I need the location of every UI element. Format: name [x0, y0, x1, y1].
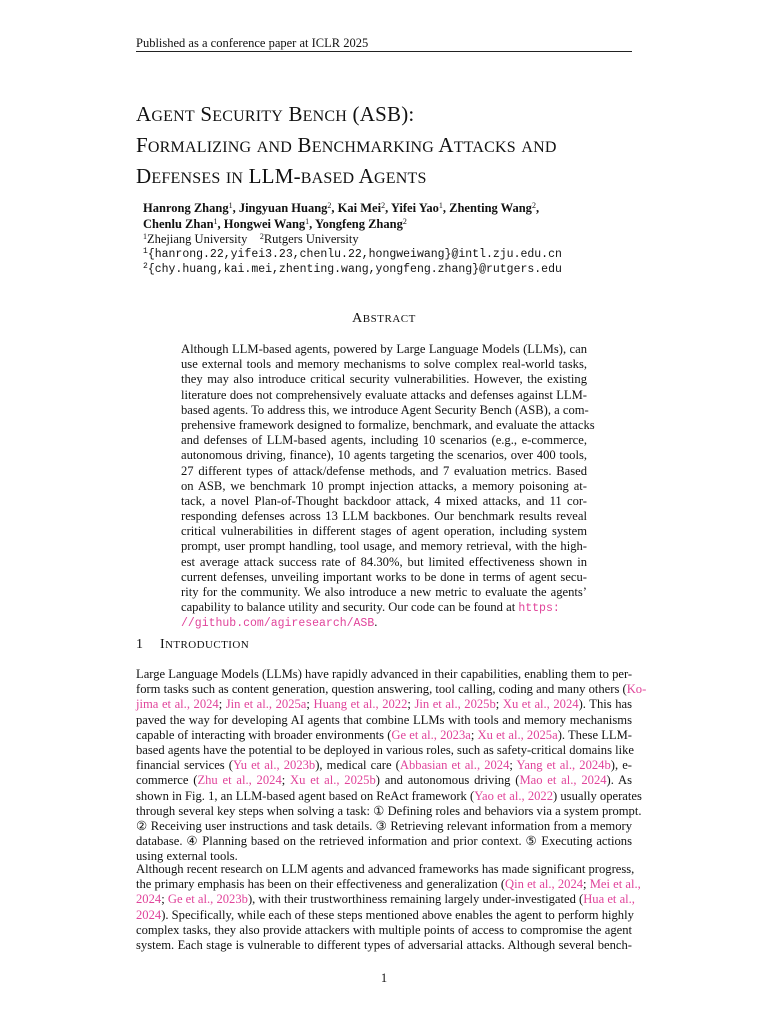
text-segment: ) and autonomous driving ( — [375, 773, 520, 788]
text-segment: ), with their trustworthiness remaining largely under-investigated ( — [247, 892, 584, 907]
abstract-line: and defenses of LLM-based agents, including 10 scenarios (e.g., e-commerce, — [181, 433, 587, 448]
abstract-line: critical vulnerabilities in different stages of agent operation, including system — [181, 524, 587, 539]
text-segment: ) usually operates — [553, 788, 642, 803]
text-segment: based agents have the potential to be deployed in various roles, such as safety-critical domains like — [136, 742, 635, 757]
text-segment: capable of interacting with broader environments ( — [136, 727, 392, 742]
title-line-2: FORMALIZING AND BENCHMARKING ATTACKS AND — [136, 133, 557, 157]
citation-link[interactable]: Jin et al., 2025b — [414, 697, 496, 712]
text-line — [136, 819, 632, 834]
code-link[interactable]: https: — [518, 602, 560, 616]
text-segment: ② Receiving user instructions and task details. ③ Retrieving relevant information from a memory — [136, 818, 632, 833]
citation-link[interactable]: Yu et al., 2023b — [233, 758, 316, 773]
page-number: 1 — [380, 971, 388, 985]
text-segment: ). Specifically, while each of these steps mentioned above enables the agent to perform highly — [161, 907, 634, 922]
text-segment: form tasks such as content generation, question answering, tool calling, coding and many others ( — [136, 682, 627, 697]
text-segment: ; — [509, 758, 517, 773]
text-segment: ; — [495, 697, 503, 712]
author-name: Kai Mei — [337, 201, 382, 215]
citation-link[interactable]: Xu et al., 2025a — [477, 727, 558, 742]
author-line-2: Chenlu Zhan$^1$, Hongwei Wang$^1$, Yongfeng Zhang$^2$ — [143, 217, 407, 231]
author-name: Zhenting Wang — [449, 201, 532, 215]
citation-link[interactable]: Qin et al., 2024 — [505, 877, 584, 892]
section-title: INTRODUCTION — [160, 637, 250, 652]
intro-paragraph-2 — [136, 862, 641, 953]
author-affiliation-marker: 2 — [381, 201, 386, 210]
citation-link[interactable]: Ko- — [626, 682, 647, 697]
abstract-line: prehensive framework designed to formalize, benchmark, and evaluate the attacks — [181, 417, 595, 432]
text-segment: system. Each stage is vulnerable to different types of adversarial attacks. Although several bench- — [136, 937, 632, 952]
text-segment: the primary emphasis has been on their effectiveness and generalization ( — [136, 877, 506, 892]
citation-link[interactable]: 2024 — [136, 907, 162, 922]
email-line-1 — [143, 247, 562, 263]
text-segment: database. ④ Planning based on the retrieved information and prior context. ⑤ Executing actions — [136, 834, 632, 849]
citation-link[interactable]: 2024 — [136, 892, 162, 907]
text-segment: ; — [407, 697, 415, 712]
text-segment: ). As — [606, 773, 632, 788]
citation-link[interactable]: Abbasian et al., 2024 — [399, 758, 510, 773]
citation-link[interactable]: Jin et al., 2025a — [225, 697, 307, 712]
abstract-final-line — [181, 600, 587, 615]
abstract-line: 27 different types of attack/defense methods, and 7 evaluation metrics. Based — [181, 463, 587, 478]
text-line — [136, 834, 632, 849]
text-line — [136, 728, 632, 743]
text-segment: ). These LLM- — [557, 727, 632, 742]
author-affiliation-marker: 2 — [402, 217, 407, 226]
text-line — [136, 773, 632, 788]
text-line — [136, 892, 635, 907]
abstract-line: based agents. To address this, we introduce Agent Security Bench (ASB), a com- — [181, 402, 589, 417]
title-line-3: DEFENSES IN LLM-BASED AGENTS — [136, 164, 427, 188]
email-marker-1: 1 — [143, 247, 148, 256]
abstract-line: responding defenses across 13 LLM backbones. Our benchmark results reveal — [181, 509, 587, 524]
text-segment: through several key steps when solving a task: ① Defining roles and behaviors via a system prompt. — [136, 803, 642, 818]
text-segment: Although recent research on LLM agents and advanced frameworks has made significant progress, — [136, 862, 635, 876]
citation-link[interactable]: Huang et al., 2022 — [313, 697, 408, 712]
abstract-period: . — [374, 615, 378, 630]
abstract-line: current defenses, unveiling important works to be done in terms of agent secu- — [181, 569, 587, 584]
text-segment: financial services ( — [136, 758, 233, 773]
text-segment: ; — [583, 877, 590, 892]
abstract-line: prompt, user prompt handling, tool usage, and memory retrieval, with the high- — [181, 539, 587, 554]
text-segment: ). This has — [578, 697, 632, 712]
text-line — [136, 788, 642, 804]
text-line — [136, 742, 635, 758]
citation-link[interactable]: Mei et al., — [589, 877, 641, 892]
citation-link[interactable]: Mao et al., 2024 — [519, 773, 607, 788]
text-segment: paved the way for developing AI agents that combine LLMs with tools and memory mechanisms — [136, 712, 632, 727]
abstract-line: est average attack success rate of 84.30%, but limited effectiveness shown in — [181, 554, 587, 569]
author-name: Hongwei Wang — [223, 217, 306, 231]
author-affiliation-marker: 1 — [305, 217, 310, 226]
abstract-line: Although LLM-based agents, powered by Large Language Models (LLMs), can — [181, 342, 587, 356]
email-marker-2: 2 — [143, 262, 148, 271]
abstract-line: tack, a novel Plan-of-Thought backdoor attack, 4 mixed attacks, and 11 cor- — [181, 493, 587, 508]
paper-title — [136, 100, 656, 193]
author-affiliation-marker: 1 — [213, 217, 218, 226]
abstract-line: autonomous driving, finance), 10 agents targeting the scenarios, over 400 tools, — [181, 448, 587, 463]
author-affiliation-marker: 2 — [531, 201, 536, 210]
affiliation-1: Zhejiang University — [147, 232, 248, 246]
text-segment: ; — [218, 697, 226, 712]
email-addresses-1: {hanrong.22,yifei3.23,chenlu.22,hongweiwang}@intl.zju.edu.cn — [147, 248, 562, 261]
abstract-heading: ABSTRACT — [352, 311, 416, 326]
section-heading-introduction — [136, 637, 249, 653]
text-line — [136, 908, 632, 923]
text-segment: using external tools. — [136, 849, 238, 864]
abstract-line: rity for the community. We also introduce a new metric to evaluate the agents’ — [181, 585, 587, 599]
text-segment: ; — [470, 727, 478, 742]
section-number: 1 — [136, 637, 144, 652]
text-segment: shown in Fig. 1, an LLM-based agent based on ReAct framework ( — [136, 788, 475, 803]
author-name: Jingyuan Huang — [238, 201, 328, 215]
citation-link[interactable]: Hua et al., — [583, 892, 635, 907]
abstract-link-line — [181, 615, 587, 630]
text-line — [136, 923, 632, 938]
text-segment: Large Language Models (LLMs) have rapidly advanced in their capabilities, enabling them to per- — [136, 667, 633, 681]
text-line — [136, 682, 647, 697]
citation-link[interactable]: Zhu et al., 2024 — [197, 773, 282, 788]
text-line — [136, 938, 632, 953]
citation-link[interactable]: jima et al., 2024 — [136, 697, 219, 712]
affiliation-marker-1: 1 — [143, 232, 147, 241]
text-line — [136, 697, 632, 712]
abstract-final-text: capability to balance utility and security. Our code can be found at — [181, 600, 519, 615]
email-addresses-2: {chy.huang,kai.mei,zhenting.wang,yongfeng.zhang}@rutgers.edu — [147, 263, 562, 276]
affiliations — [143, 231, 359, 247]
intro-paragraph-1 — [136, 667, 647, 864]
text-line — [136, 862, 635, 877]
citation-link[interactable]: Xu et al., 2025b — [290, 773, 376, 788]
affiliation-marker-2: 2 — [259, 232, 264, 241]
citation-link[interactable]: Yao et al., 2022 — [474, 788, 554, 803]
abstract-line: on ASB, we benchmark 10 prompt injection attacks, a memory poisoning at- — [181, 478, 587, 493]
text-line — [136, 877, 641, 892]
author-line-1: Hanrong Zhang$^1$, Jingyuan Huang$^2$, Kai Mei$^2$, Yifei Yao$^1$, Zhenting Wang$^2$, — [143, 201, 540, 215]
title-line-1: AGENT SECURITY BENCH (ASB): — [136, 102, 415, 126]
text-segment: complex tasks, they also provide attackers with multiple points of access to compromise the agent — [136, 922, 632, 937]
abstract-line: literature does not comprehensively evaluate attacks and defenses against LLM- — [181, 387, 587, 402]
citation-link[interactable]: Yang et al., 2024b — [516, 758, 611, 773]
text-segment: ), e- — [610, 758, 632, 773]
author-name: Hanrong Zhang — [143, 201, 229, 215]
code-link-continued[interactable]: //github.com/agiresearch/ASB — [181, 617, 375, 631]
author-name: Yongfeng Zhang — [314, 217, 403, 231]
citation-link[interactable]: Xu et al., 2024 — [502, 697, 579, 712]
abstract-body — [181, 342, 595, 631]
text-segment: commerce ( — [136, 773, 198, 788]
conference-header: Published as a conference paper at ICLR 2025 — [136, 36, 369, 50]
author-affiliation-marker: 1 — [228, 201, 233, 210]
text-segment: ; — [161, 892, 168, 907]
header-rule — [136, 51, 632, 52]
author-name: Chenlu Zhan — [143, 217, 214, 231]
text-line — [136, 667, 632, 682]
text-segment: ), medical care ( — [315, 758, 400, 773]
email-line-2 — [143, 262, 562, 278]
abstract-line: they may also introduce critical security vulnerabilities. However, the existing — [181, 372, 587, 387]
text-line — [136, 713, 632, 728]
affiliation-2: Rutgers University — [263, 232, 359, 246]
text-line — [136, 758, 632, 773]
author-list — [143, 200, 643, 232]
text-segment: ; — [281, 773, 291, 788]
author-name: Yifei Yao — [390, 201, 439, 215]
citation-link[interactable]: Ge et al., 2023b — [167, 892, 248, 907]
text-segment: ; — [306, 697, 314, 712]
author-affiliation-marker: 2 — [327, 201, 332, 210]
author-affiliation-marker: 1 — [438, 201, 443, 210]
text-line — [136, 803, 642, 819]
abstract-line: use external tools and memory mechanisms to solve complex real-world tasks, — [181, 357, 587, 372]
citation-link[interactable]: Ge et al., 2023a — [391, 727, 471, 742]
